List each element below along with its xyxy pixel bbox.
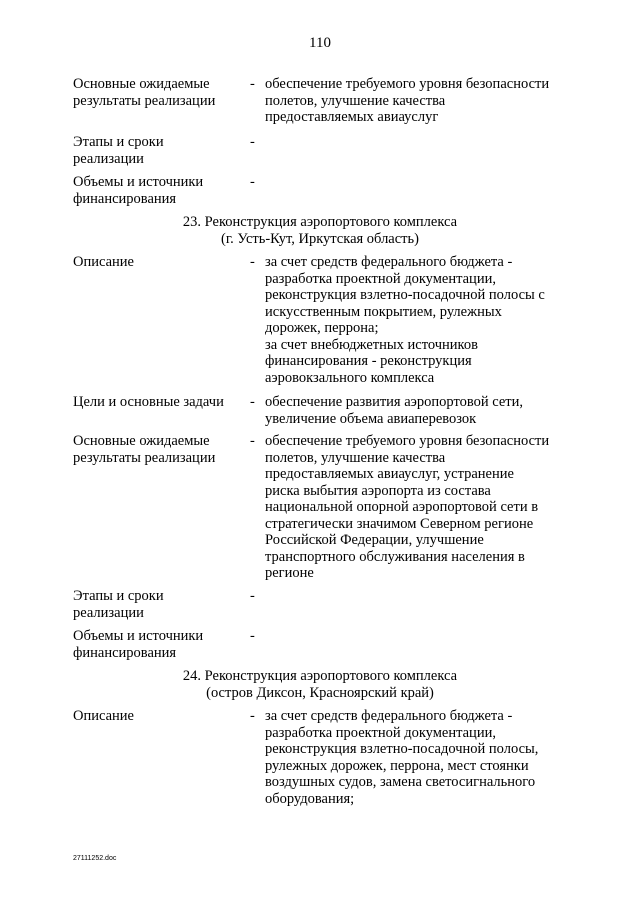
row-label: Основные ожидаемые результаты реализации [73, 433, 216, 466]
dash: - [250, 394, 255, 410]
section-23-heading: 23. Реконструкция аэропортового комплекса (г. Усть-Кут, Иркутская область) [182, 214, 458, 247]
page-number: 110 [309, 35, 331, 51]
row-label: Описание [73, 708, 134, 724]
footer-filename: 27111252.doc [73, 855, 117, 862]
row-label: Описание [73, 254, 134, 270]
row-label: Объемы и источники финансирования [73, 628, 204, 661]
dash: - [250, 134, 255, 150]
row-label: Этапы и сроки реализации [73, 134, 164, 167]
row-label: Цели и основные задачи [73, 394, 224, 410]
dash: - [250, 628, 255, 644]
section-24-heading: 24. Реконструкция аэропортового комплекса (остров Диксон, Красноярский край) [182, 668, 458, 701]
dash: - [250, 708, 255, 724]
row-label: Объемы и источники финансирования [73, 174, 204, 207]
dash: - [250, 588, 255, 604]
row-value: обеспечение требуемого уровня безопасности полетов, улучшение качества предоставляемых авиауслуг, устранение риска выбытия аэропорта из состава национальной опорной аэропортовой сети в стратегически значимом Северном регионе Российской Федерации, улучшение транспортного обслуживания населения в регионе [265, 433, 550, 581]
row-value: за счет средств федерального бюджета - разработка проектной документации, реконструкция взлетно-посадочной полосы с искусственным покрытием, рулежных дорожек, перрона; за счет внебюджетных источников финансирования - реконструкция аэровокзального комплекса [265, 254, 545, 386]
row-value: обеспечение требуемого уровня безопасности полетов, улучшение качества предоставляемых авиауслуг [265, 76, 550, 125]
row-label: Этапы и сроки реализации [73, 588, 164, 621]
dash: - [250, 254, 255, 270]
row-value: за счет средств федерального бюджета - разработка проектной документации, реконструкция взлетно-посадочной полосы, рулежных дорожек, перрона, мест стоянки воздушных судов, замена светосигнального оборудования; [265, 708, 539, 807]
row-label: Основные ожидаемые результаты реализации [73, 76, 216, 109]
dash: - [250, 174, 255, 190]
dash: - [250, 76, 255, 92]
row-value: обеспечение развития аэропортовой сети, увеличение объема авиаперевозок [265, 394, 523, 427]
dash: - [250, 433, 255, 449]
